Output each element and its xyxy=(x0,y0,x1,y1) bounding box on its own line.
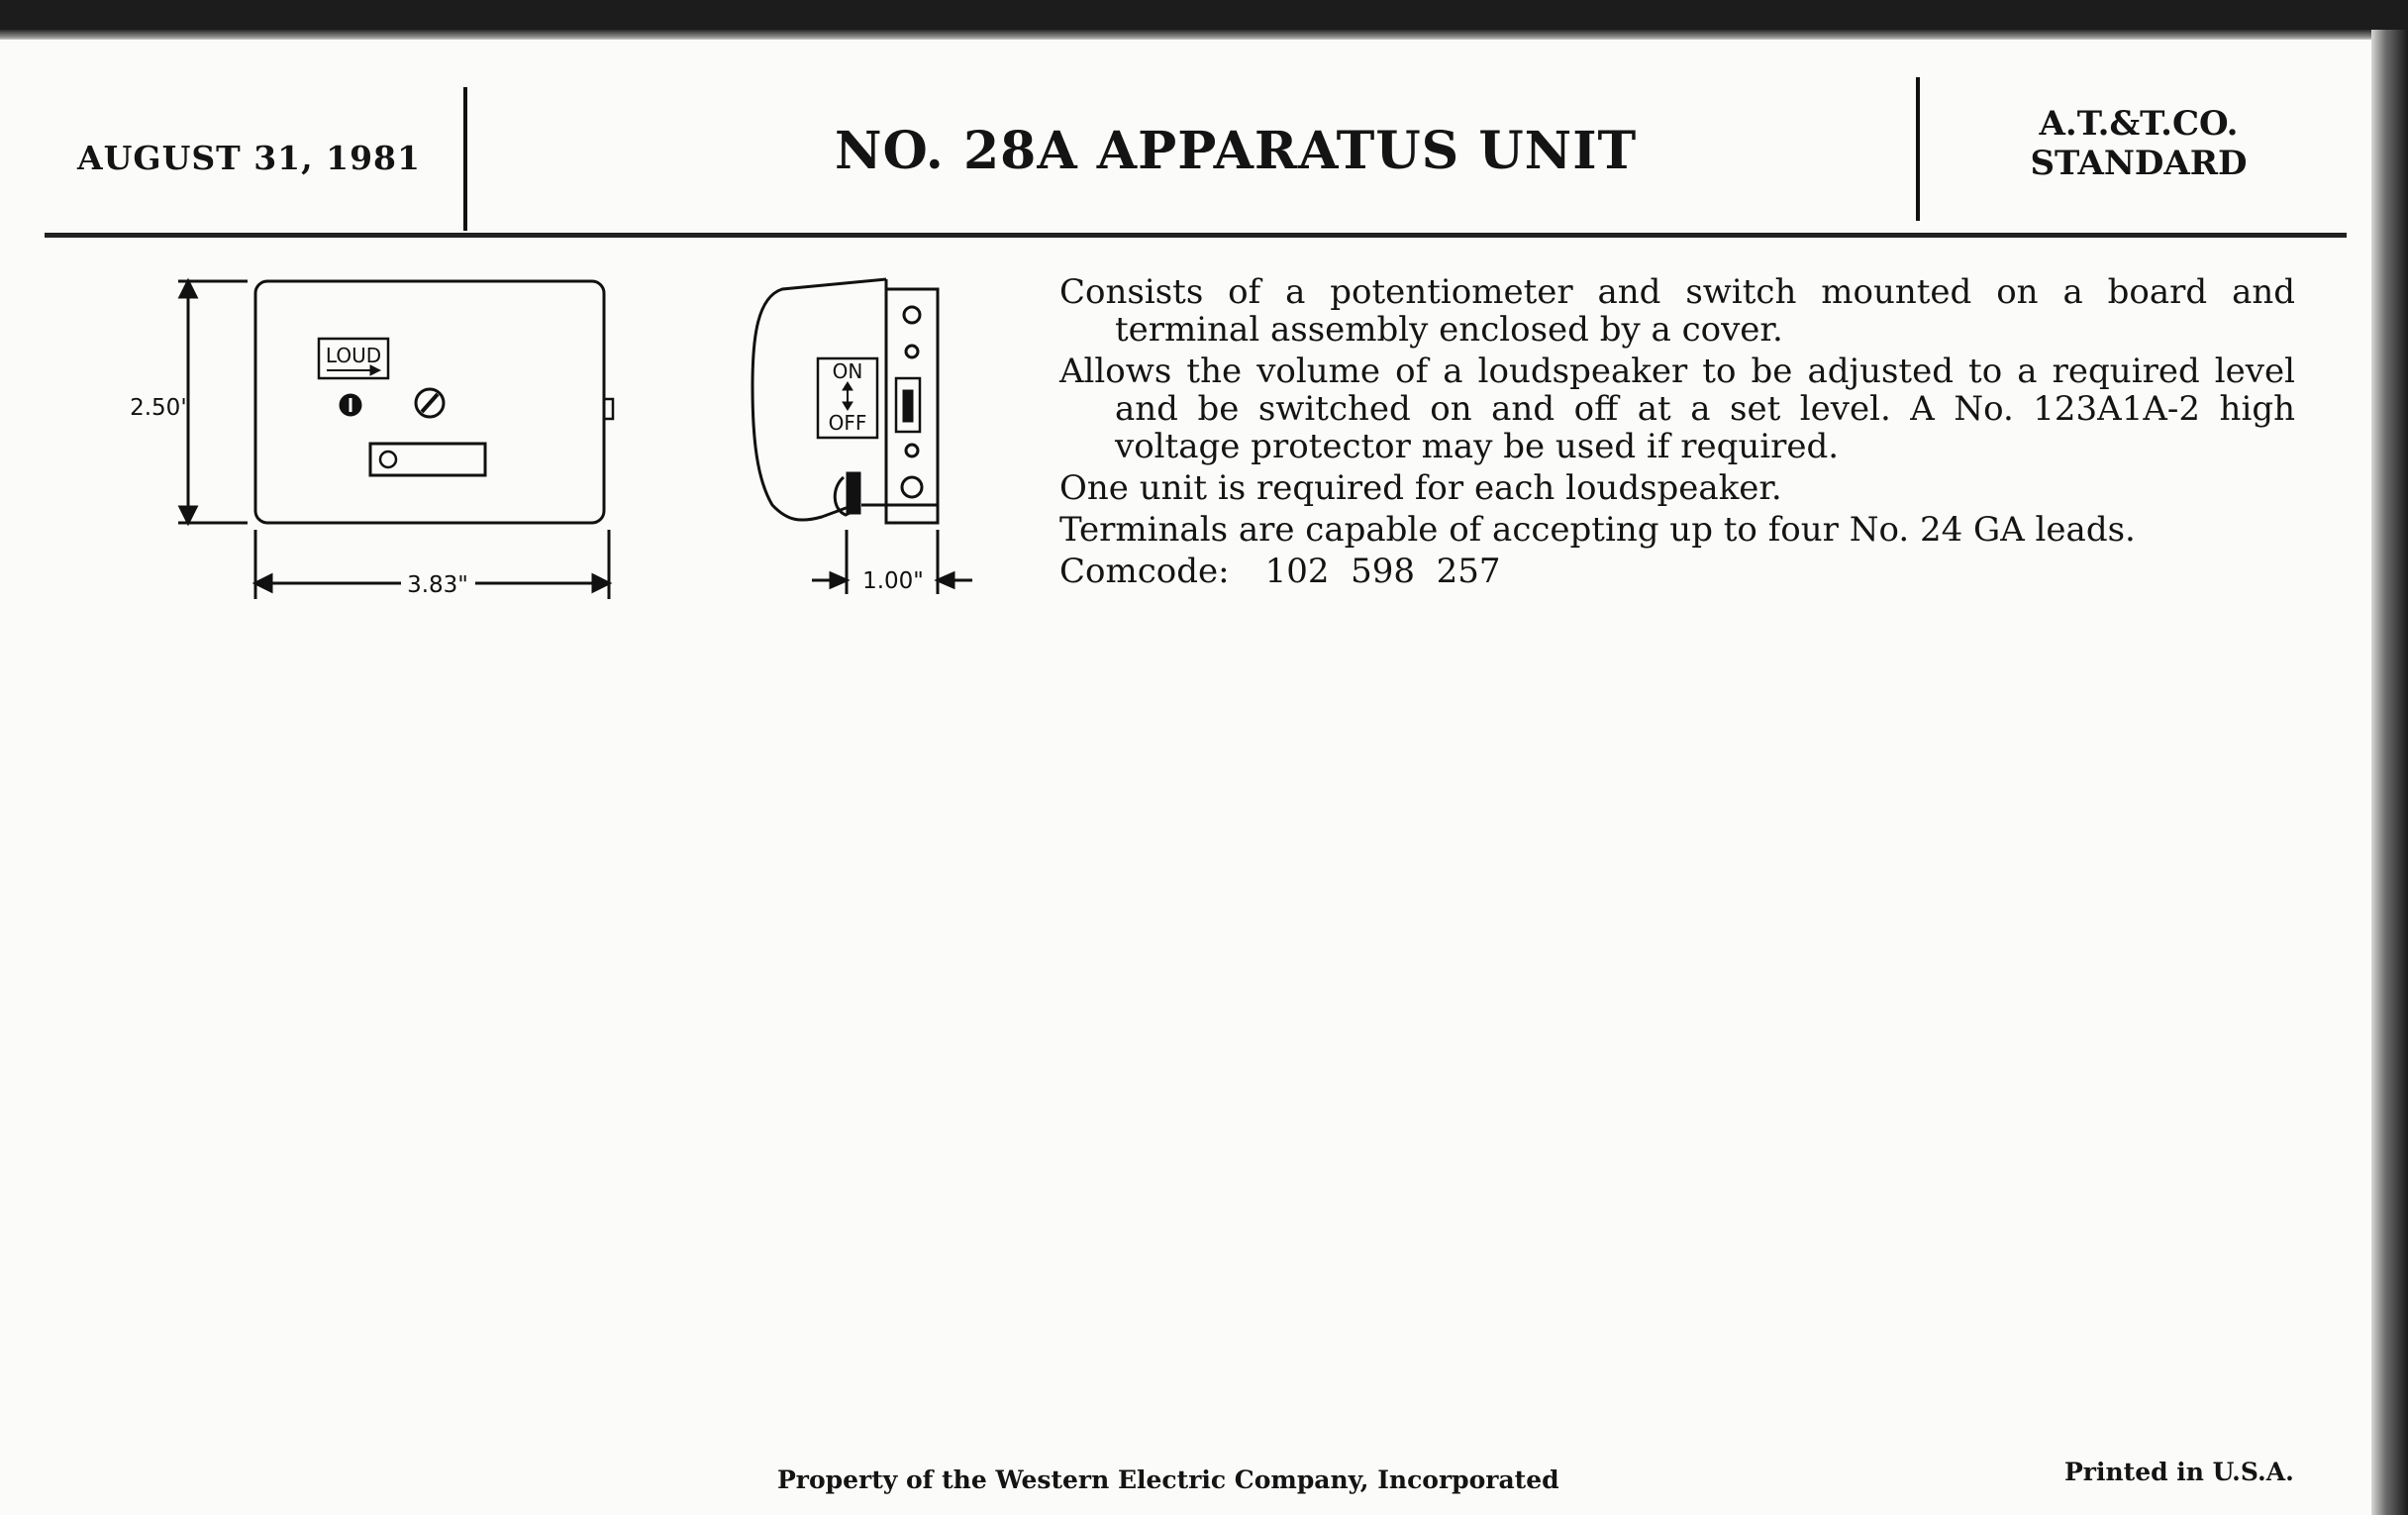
off-label: OFF xyxy=(828,411,867,435)
on-label: ON xyxy=(832,359,863,383)
cover-profile xyxy=(752,279,886,520)
scan-right-edge xyxy=(2371,30,2408,1515)
description-block xyxy=(1059,273,2295,590)
description-paragraph: One unit is required for each loudspeaker. xyxy=(1059,468,1782,508)
width-dimension: 3.83" xyxy=(407,572,468,598)
side-view xyxy=(752,279,972,594)
property-notice: Property of the Western Electric Company, Incorporated xyxy=(777,1465,1559,1494)
comcode-label: Comcode: xyxy=(1059,552,1230,591)
standard-line-1: A.T.&T.CO. xyxy=(2039,104,2239,144)
header-divider-right xyxy=(1916,77,1920,221)
document-date: AUGUST 31, 1981 xyxy=(77,139,421,177)
description-paragraph: Terminals are capable of accepting up to four No. 24 GA leads. xyxy=(1059,510,2136,550)
height-dimension: 2.50" xyxy=(130,395,191,421)
front-view xyxy=(178,281,613,599)
printed-notice: Printed in U.S.A. xyxy=(2064,1458,2294,1486)
description-paragraph: Allows the volume of a loudspeaker to be adjusted to a required level and be switched on and off at a set level. A No. 123A1A-2 high voltage protector may be used if required. xyxy=(1059,352,2295,466)
header-rule xyxy=(45,233,2347,238)
apparatus-drawing xyxy=(130,267,1000,624)
loud-label: LOUD xyxy=(325,344,382,367)
terminal-strip xyxy=(370,444,485,475)
standard-label xyxy=(2010,104,2267,183)
document-title: NO. 28A APPARATUS UNIT xyxy=(835,121,1638,181)
comcode-line xyxy=(1059,553,2295,590)
depth-dimension: 1.00" xyxy=(862,568,924,594)
standard-line-2: STANDARD xyxy=(2030,144,2248,183)
description-paragraph: Consists of a potentiometer and switch mounted on a board and terminal assembly enclosed by a cover. xyxy=(1059,272,2295,350)
document-sheet xyxy=(0,40,2371,1515)
comcode-value: 102 598 257 xyxy=(1264,552,1501,591)
header-divider-left xyxy=(463,87,467,231)
